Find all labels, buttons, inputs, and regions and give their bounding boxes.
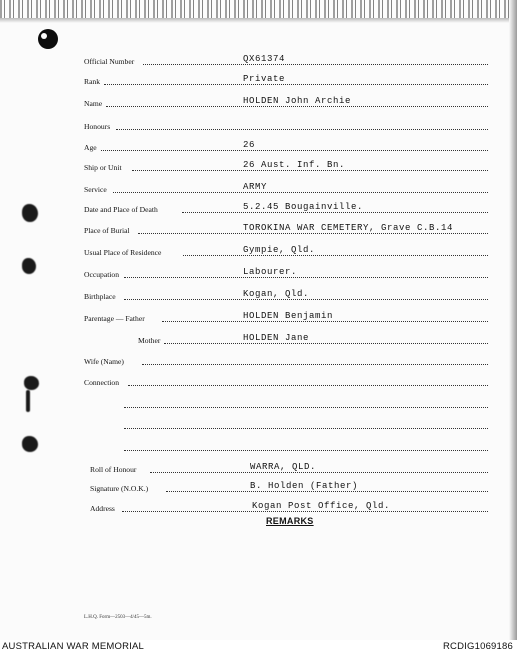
field-honours	[0, 116, 517, 132]
record-id: RCDIG1069186	[443, 641, 513, 652]
field-value: Labourer.	[243, 267, 298, 277]
field-value: Gympie, Qld.	[243, 245, 316, 255]
connection-extra-line	[0, 415, 517, 431]
field-value: Kogan, Qld.	[243, 289, 310, 299]
field-value: 26	[243, 140, 256, 150]
field-label: Name	[84, 99, 103, 108]
field-value: 26 Aust. Inf. Bn.	[243, 160, 346, 170]
field-label: Wife (Name)	[84, 357, 124, 366]
connection-extra-line	[0, 394, 517, 410]
dotted-line	[101, 150, 488, 151]
archive-footer	[0, 640, 517, 654]
field-official-number	[0, 51, 517, 67]
dotted-line	[104, 84, 488, 85]
field-value: ARMY	[243, 182, 268, 192]
field-usual-residence	[0, 242, 517, 258]
field-value: HOLDEN Jane	[243, 333, 310, 343]
field-date-place-of-death	[0, 199, 517, 215]
field-label: Age	[84, 143, 97, 152]
field-roll-of-honour	[0, 459, 517, 475]
field-label: Place of Burial	[84, 226, 130, 235]
dotted-line	[164, 343, 488, 344]
field-label: Mother	[138, 336, 161, 345]
field-signature-nok	[0, 478, 517, 494]
dotted-line	[124, 450, 488, 451]
field-label: Official Number	[84, 57, 135, 66]
field-label: Date and Place of Death	[84, 205, 158, 214]
dotted-line	[124, 299, 488, 300]
field-place-of-burial	[0, 220, 517, 236]
field-label: Parentage — Father	[84, 314, 145, 323]
field-label: Service	[84, 185, 107, 194]
field-value: Private	[243, 74, 286, 84]
field-value: QX61374	[243, 54, 286, 64]
field-wife-name	[0, 351, 517, 367]
field-value: B. Holden (Father)	[250, 481, 359, 491]
form-code: L.H.Q. Form—2503—4/45—5m.	[84, 615, 152, 620]
field-label: Ship or Unit	[84, 163, 122, 172]
punch-hole	[38, 29, 58, 49]
field-value: 5.2.45 Bougainville.	[243, 202, 364, 212]
field-label: Rank	[84, 77, 101, 86]
field-address	[0, 498, 517, 514]
field-value: Kogan Post Office, Qld.	[252, 501, 391, 511]
field-birthplace	[0, 286, 517, 302]
dotted-line	[128, 385, 488, 386]
remarks-heading: REMARKS	[266, 516, 314, 526]
dotted-line	[162, 321, 488, 322]
field-age	[0, 137, 517, 153]
dotted-line	[182, 212, 488, 213]
field-value: HOLDEN John Archie	[243, 96, 352, 106]
field-connection	[0, 372, 517, 388]
field-label: Address	[90, 504, 115, 513]
dotted-line	[113, 192, 488, 193]
field-value: TOROKINA WAR CEMETERY, Grave C.B.14	[243, 223, 454, 233]
field-occupation	[0, 264, 517, 280]
dotted-line	[183, 255, 488, 256]
dotted-line	[122, 511, 488, 512]
scan-edge	[0, 0, 517, 18]
connection-extra-line	[0, 437, 517, 453]
dotted-line	[124, 407, 488, 408]
dotted-line	[106, 106, 488, 107]
field-label: Usual Place of Residence	[84, 248, 162, 257]
field-label: Connection	[84, 378, 120, 387]
dotted-line	[143, 64, 488, 65]
field-label: Roll of Honour	[90, 465, 137, 474]
field-name	[0, 93, 517, 109]
field-label: Occupation	[84, 270, 120, 279]
dotted-line	[142, 364, 488, 365]
field-value: WARRA, QLD.	[250, 462, 317, 472]
field-value: HOLDEN Benjamin	[243, 311, 334, 321]
dotted-line	[124, 428, 488, 429]
field-label: Birthplace	[84, 292, 116, 301]
dotted-line	[124, 277, 488, 278]
archive-name: AUSTRALIAN WAR MEMORIAL	[2, 641, 145, 652]
field-service	[0, 179, 517, 195]
field-ship-or-unit	[0, 157, 517, 173]
dotted-line	[166, 491, 488, 492]
field-label: Honours	[84, 122, 111, 131]
field-label: Signature (N.O.K.)	[90, 484, 149, 493]
dotted-line	[116, 129, 488, 130]
scan-edge-shadow	[0, 18, 517, 23]
dotted-line	[150, 472, 488, 473]
dotted-line	[138, 233, 488, 234]
field-rank	[0, 71, 517, 87]
field-parentage-father	[0, 308, 517, 324]
dotted-line	[132, 170, 488, 171]
field-parentage-mother	[0, 330, 517, 346]
